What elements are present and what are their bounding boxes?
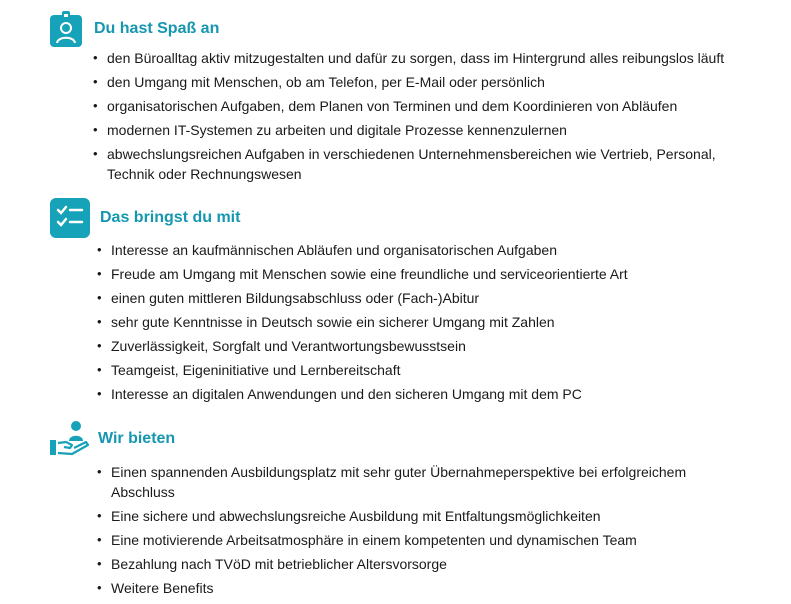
list-item: • Eine motivierende Arbeitsatmosphäre in einem kompetenten und dynamischen Team: [97, 530, 737, 550]
badge-person-icon: [50, 11, 82, 47]
list-item: • organisatorischen Aufgaben, dem Planen von Terminen und dem Koordinieren von Abläufen: [93, 96, 753, 116]
list-item: • Weitere Benefits: [97, 578, 737, 598]
list-item: • Einen spannenden Ausbildungsplatz mit sehr guter Übernahmeperspektive bei erfolgreichem Abschluss: [97, 462, 711, 502]
bullet-list: [97, 462, 737, 602]
section-header: [50, 11, 219, 47]
section-header: [50, 420, 175, 458]
list-item: • den Umgang mit Menschen, ob am Telefon, per E-Mail oder persönlich: [93, 72, 753, 92]
section-title: Wir bieten: [98, 430, 176, 447]
list-item: • Interesse an kaufmännischen Abläufen und organisatorischen Aufgaben: [97, 240, 757, 260]
list-item: • den Büroalltag aktiv mitzugestalten und dafür zu sorgen, dass im Hintergrund alles reibungslos läuft: [93, 48, 753, 68]
bullet-list: [97, 240, 757, 408]
list-item: • modernen IT-Systemen zu arbeiten und digitale Prozesse kennenzulernen: [93, 120, 753, 140]
list-item: • Interesse an digitalen Anwendungen und den sicheren Umgang mit dem PC: [97, 384, 757, 404]
checklist-icon: [50, 198, 90, 238]
list-item: • Zuverlässigkeit, Sorgfalt und Verantwortungsbewusstsein: [97, 336, 757, 356]
list-item: • Bezahlung nach TVöD mit betrieblicher Altersvorsorge: [97, 554, 737, 574]
hand-person-icon: [50, 420, 90, 458]
section-header: [50, 198, 240, 238]
list-item: • Teamgeist, Eigeninitiative und Lernbereitschaft: [97, 360, 757, 380]
list-item: • einen guten mittleren Bildungsabschluss oder (Fach-)Abitur: [97, 288, 757, 308]
section-title: Das bringst du mit: [100, 209, 241, 226]
list-item: • abwechslungsreichen Aufgaben in verschiedenen Unternehmensbereichen wie Vertrieb, Personal, Technik oder Rechnungswesen: [93, 144, 727, 184]
bullet-list: [93, 48, 753, 188]
list-item: • sehr gute Kenntnisse in Deutsch sowie ein sicherer Umgang mit Zahlen: [97, 312, 757, 332]
section-title: Du hast Spaß an: [94, 20, 220, 37]
list-item: • Freude am Umgang mit Menschen sowie eine freundliche und serviceorientierte Art: [97, 264, 757, 284]
list-item: • Eine sichere und abwechslungsreiche Ausbildung mit Entfaltungsmöglichkeiten: [97, 506, 737, 526]
